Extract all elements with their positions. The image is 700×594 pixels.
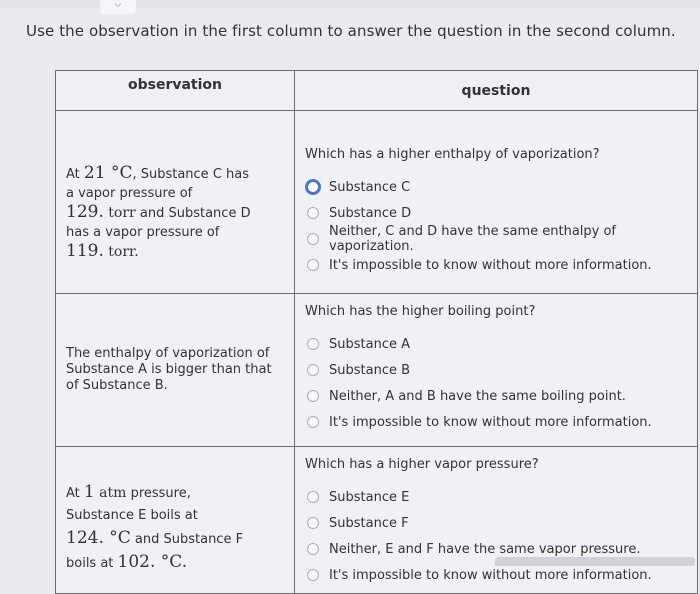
- question-text: Which has a higher enthalpy of vaporization?: [305, 147, 600, 162]
- radio-icon[interactable]: [307, 259, 319, 271]
- option-substance-b[interactable]: Substance B: [305, 357, 687, 383]
- radio-icon[interactable]: [307, 569, 319, 581]
- table-row: [56, 294, 698, 447]
- observation-cell: [56, 111, 295, 294]
- question-header: question: [295, 71, 698, 111]
- radio-icon[interactable]: [307, 364, 319, 376]
- radio-selected-icon[interactable]: [305, 179, 321, 195]
- observation-cell: [56, 447, 295, 594]
- observation-header: observation: [56, 71, 295, 111]
- radio-icon[interactable]: [307, 233, 319, 245]
- radio-icon[interactable]: [307, 390, 319, 402]
- radio-icon[interactable]: [307, 207, 319, 219]
- radio-icon[interactable]: [307, 517, 319, 529]
- option-impossible[interactable]: It's impossible to know without more information.: [305, 562, 687, 588]
- radio-icon[interactable]: [307, 543, 319, 555]
- question-cell: [295, 111, 698, 294]
- option-neither[interactable]: Neither, A and B have the same boiling point.: [305, 383, 687, 409]
- chevron-down-icon[interactable]: ⌄: [100, 0, 136, 14]
- radio-icon[interactable]: [307, 338, 319, 350]
- bottom-strip: [495, 557, 695, 566]
- question-text: Which has a higher vapor pressure?: [305, 457, 539, 472]
- option-neither[interactable]: Neither, C and D have the same enthalpy of vaporization.: [305, 226, 687, 252]
- option-substance-f[interactable]: Substance F: [305, 510, 687, 536]
- option-impossible[interactable]: It's impossible to know without more information.: [305, 252, 687, 278]
- question-table: [55, 70, 698, 594]
- observation-text: The enthalpy of vaporization of Substance A is bigger than that of Substance B.: [66, 346, 272, 393]
- question-text: Which has the higher boiling point?: [305, 304, 536, 319]
- question-cell: [295, 447, 698, 594]
- option-impossible[interactable]: It's impossible to know without more information.: [305, 409, 687, 435]
- table-row: [56, 447, 698, 594]
- option-neither[interactable]: Neither, E and F have the same vapor pressure.: [305, 536, 687, 562]
- radio-icon[interactable]: [307, 491, 319, 503]
- radio-icon[interactable]: [307, 416, 319, 428]
- table-row: [56, 111, 698, 294]
- observation-cell: [56, 294, 295, 447]
- observation-text: At 21 °C, Substance C has a vapor pressure of 129. torr and Substance D has a vapor pressure of 119. torr.: [66, 163, 251, 261]
- option-substance-d[interactable]: Substance D: [305, 200, 687, 226]
- instruction-text: Use the observation in the first column to answer the question in the second column.: [26, 22, 676, 40]
- observation-text: At 1 atm pressure, Substance E boils at 124. °C and Substance F boils at 102. °C.: [66, 482, 244, 572]
- question-cell: [295, 294, 698, 447]
- option-substance-e[interactable]: Substance E: [305, 484, 687, 510]
- option-substance-a[interactable]: Substance A: [305, 331, 687, 357]
- option-substance-c[interactable]: Substance C: [305, 174, 687, 200]
